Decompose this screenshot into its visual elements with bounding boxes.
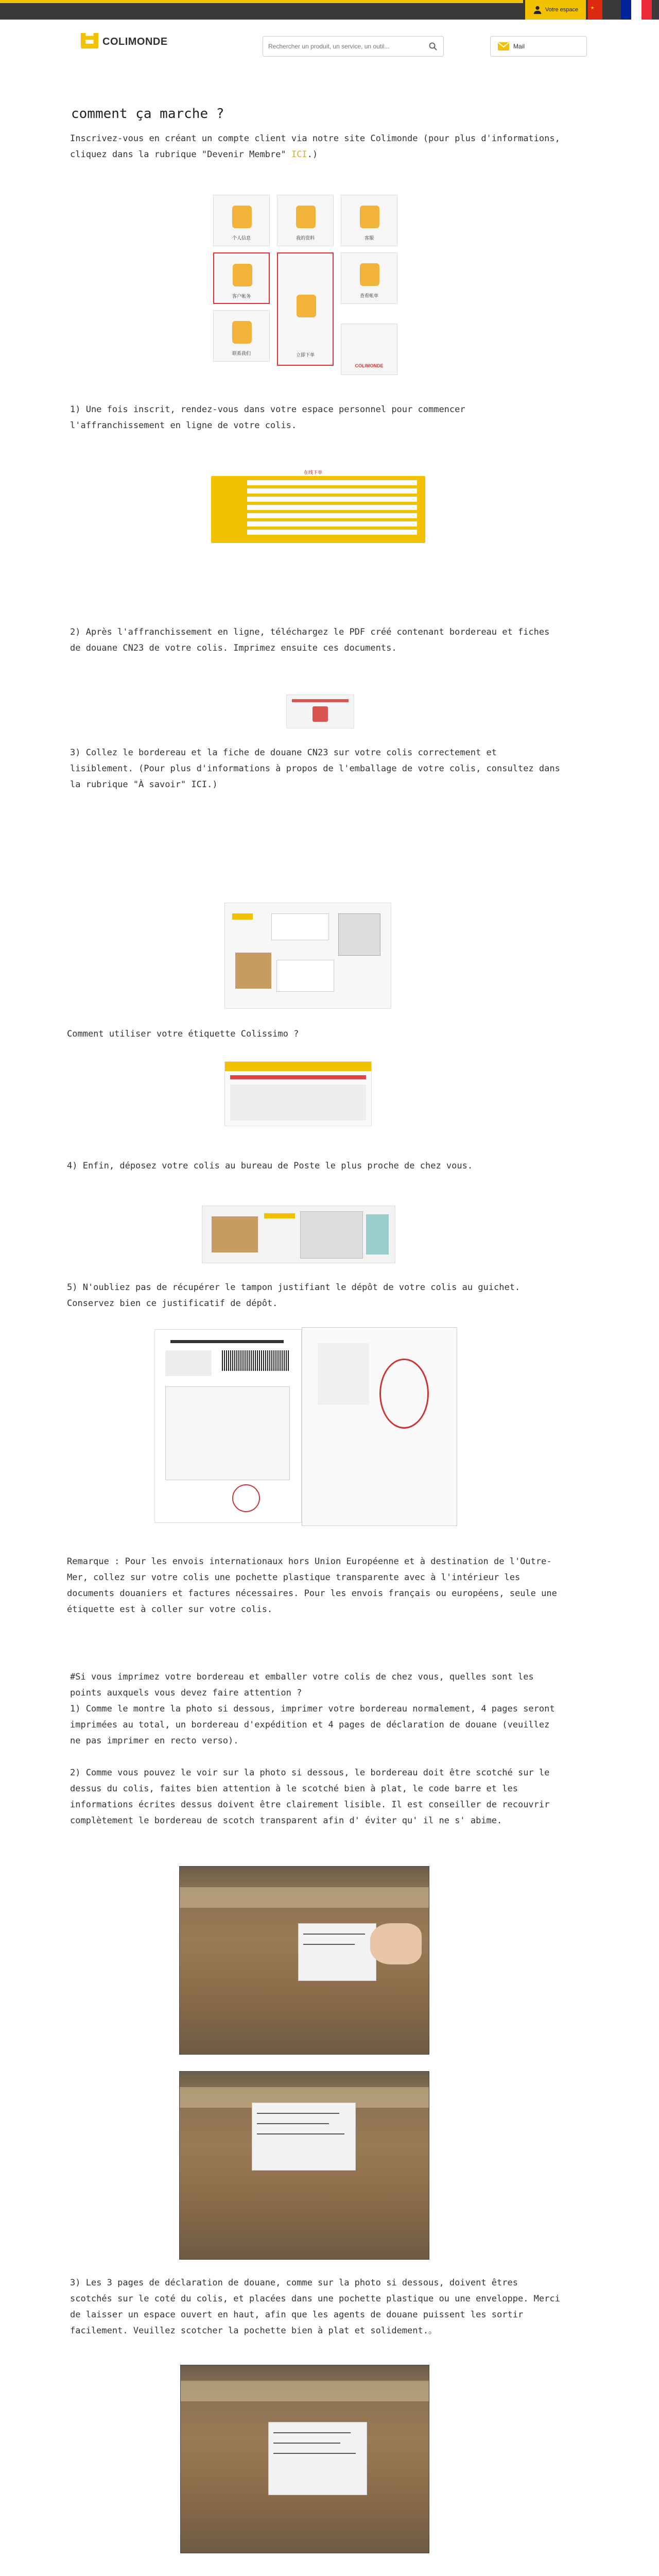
chinese-flag-icon[interactable]: ★ bbox=[588, 0, 602, 20]
app-tile-person bbox=[213, 195, 270, 246]
app-tile-account bbox=[213, 252, 270, 304]
app-tile-label: 客户帐务 bbox=[232, 294, 251, 299]
account-login-button[interactable] bbox=[525, 0, 586, 20]
app-tile-label: 我的资料 bbox=[296, 235, 315, 241]
account-icon bbox=[233, 264, 252, 286]
step-1-text: 1) Une fois inscrit, rendez-vous dans votre espace personnel pour commencer l'affranchissement en ligne de votre colis. bbox=[70, 404, 465, 431]
app-tile-label: 个人信息 bbox=[232, 235, 251, 241]
french-flag-icon[interactable] bbox=[621, 0, 652, 20]
remark-text: Remarque : Pour les envois internationaux hors Union Européenne et à destination de l'Outre-Mer, collez sur votre colis une pochette plastique transparente avec à l'intérieur les documents douaniers et factures nécessaires. Pour les envois français ou européens, seule une étiquette est à coller sur votre colis. bbox=[67, 1556, 557, 1615]
devenir-membre-link[interactable]: ICI bbox=[291, 149, 307, 160]
top-bar bbox=[0, 0, 659, 20]
tips-intro-text: #Si vous imprimez votre bordereau et emballer votre colis de chez vous, quelles sont les points auxquels vous devez faire attention ? bbox=[70, 1672, 534, 1698]
tip-3-text: 3) Les 3 pages de déclaration de douane, comme sur la photo si dessous, doivent êtres scotchés sur le coté du colis, et placées dans une pochette plastique ou une enveloppe. Merci de laisser un espace ouvert en haut, afin que les agents de douane puissent les sortir facilement. Veuillez scotcher la pochette bien à plat et solidement.。 bbox=[70, 2278, 560, 2336]
pdf-icon bbox=[313, 706, 328, 722]
app-tile-contact bbox=[213, 310, 270, 362]
mail-button[interactable] bbox=[490, 36, 587, 57]
app-tile-label: 联系我们 bbox=[232, 351, 251, 356]
step-3-text: 3) Collez le bordereau et la fiche de douane CN23 sur votre colis correctement et lisiblement. (Pour plus d'informations à propos de l'emballage de votre colis, consultez dans la rubrique "À savoir" ICI.) bbox=[70, 748, 560, 790]
step-4-text: 4) Enfin, déposez votre colis au bureau de Poste le plus proche de chez vous. bbox=[67, 1161, 473, 1171]
step-2-text: 2) Après l'affranchissement en ligne, téléchargez le PDF créé contenant bordereau et fiches de douane CN23 de votre colis. Imprimez ensuite ces documents. bbox=[70, 627, 550, 653]
order-icon bbox=[297, 295, 316, 317]
app-menu-screenshot bbox=[213, 195, 400, 373]
page-title: comment ça marche ? bbox=[71, 106, 224, 122]
online-postage-form-screenshot bbox=[211, 469, 425, 543]
app-tile-order bbox=[277, 252, 334, 366]
brand-icon bbox=[360, 334, 379, 357]
app-tile-label: 立即下单 bbox=[296, 352, 315, 358]
app-tile-label: COLIMONDE bbox=[355, 363, 384, 368]
app-tile-bill bbox=[341, 252, 397, 304]
logo-text: COLIMONDE bbox=[102, 36, 168, 47]
search-input[interactable] bbox=[263, 37, 423, 56]
parcel-photo-customs-pouch-side bbox=[180, 2365, 429, 2553]
post-office-deposit-illustration bbox=[202, 1206, 395, 1263]
pdf-download-screenshot bbox=[286, 694, 354, 728]
profile-icon bbox=[296, 206, 316, 228]
top-accent-stripe bbox=[0, 0, 523, 3]
user-icon bbox=[533, 5, 542, 14]
deposit-receipt-scan bbox=[154, 1329, 302, 1523]
search-box[interactable] bbox=[263, 36, 444, 57]
intro-text bbox=[70, 131, 564, 163]
account-login-label: Votre espace bbox=[545, 7, 579, 13]
colimonde-logo-icon bbox=[80, 32, 99, 52]
stamped-deposit-receipt bbox=[302, 1327, 457, 1526]
search-icon[interactable] bbox=[423, 37, 443, 56]
bill-icon bbox=[360, 263, 379, 286]
app-tile-profile bbox=[277, 195, 334, 246]
app-tile-brand bbox=[341, 324, 397, 375]
app-tile-label: 客服 bbox=[364, 235, 374, 241]
tip-2-text: 2) Comme vous pouvez le voir sur la photo si dessous, le bordereau doit être scotché sur le dessus du colis, faites bien attention à le scotché bien à plat, le code barre et les informations écrites dessus doivent être clairement lisible. Il est conseiller de recouvrir complètement le bordereau de scotch transparent afin d' éviter qu' il ne s' abime. bbox=[70, 1768, 550, 1826]
step-5-text: 5) N'oubliez pas de récupérer le tampon justifiant le dépôt de votre colis au guichet. Conservez bien ce justificatif de dépôt. bbox=[67, 1282, 521, 1309]
label-placement-instructions bbox=[224, 903, 391, 1009]
form-caption: 在线下单 bbox=[304, 470, 323, 475]
person-icon bbox=[232, 206, 252, 228]
tip-1-text: 1) Comme le montre la photo si dessous, imprimer votre bordereau normalement, 4 pages seront imprimées au total, un bordereau d'expédition et 4 pages de déclaration de douane (veuillez ne pas imprimer en recto verso). bbox=[70, 1704, 555, 1746]
intro-text-after: .) bbox=[307, 149, 318, 160]
mail-icon bbox=[498, 42, 509, 50]
colimonde-logo[interactable] bbox=[80, 32, 168, 52]
form-yellow-panel bbox=[211, 476, 425, 543]
contact-icon bbox=[232, 321, 252, 344]
app-tile-chat bbox=[341, 195, 397, 246]
chat-icon bbox=[360, 206, 379, 228]
colissimo-question: Comment utiliser votre étiquette Colissimo ? bbox=[67, 1029, 299, 1039]
mail-label: Mail bbox=[513, 43, 525, 50]
app-tile-label: 查看帐单 bbox=[359, 293, 378, 298]
colissimo-label-guide bbox=[224, 1061, 372, 1126]
parcel-photo-label-being-applied bbox=[179, 1866, 429, 2055]
parcel-photo-label-on-top bbox=[179, 2071, 429, 2260]
intro-text-before: Inscrivez-vous en créant un compte client via notre site Colimonde (pour plus d'informations, cliquez dans la rubrique "Devenir Membre" bbox=[70, 133, 560, 160]
